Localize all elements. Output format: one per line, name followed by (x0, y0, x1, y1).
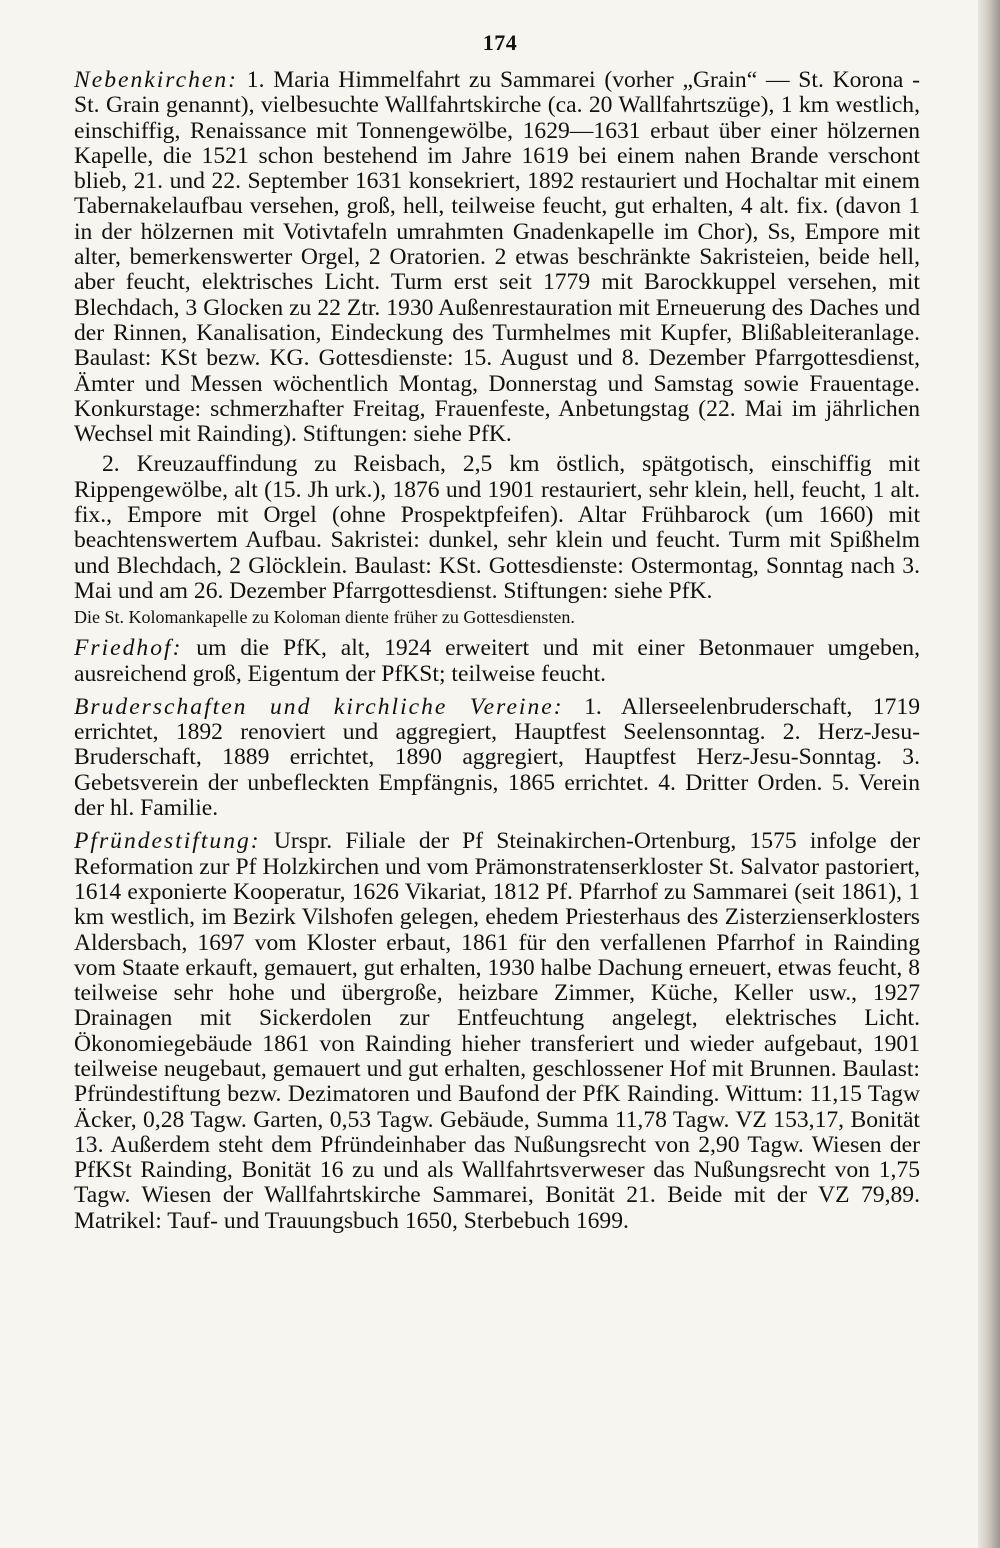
pfruendestiftung-heading: Pfründestiftung: (74, 828, 261, 855)
bruderschaften-heading: Bruderschaften und kirchliche Vereine: (74, 693, 564, 720)
friedhof-text: um die PfK, alt, 1924 erweitert und mit einer Betonmauer umgeben, ausreichend groß, Eigentum der PfKSt; teilweise feucht. (74, 635, 920, 687)
page-number: 174 (482, 30, 518, 55)
nebenkirchen-paragraph-1 (74, 68, 920, 447)
pfruendestiftung-text: Urspr. Filiale der Pf Steinakirchen-Ortenburg, 1575 infolge der Reformation zur Pf Holzkirchen und vom Prämonstratenserkloster St. Salvator pastoriert, 1614 exponierte Kooperatur, 1626 Vikariat, 1812 Pf. Pfarrhof zu Sammarei (seit 1861), 1 km westlich, im Bezirk Vilshofen gelegen, ehedem Priesterhaus des Zisterzienserklosters Aldersbach, 1697 vom Kloster erbaut, 1861 für den verfallenen Pfarrhof in Rainding vom Staate erkauft, gemauert, gut erhalten, 1930 halbe Dachung erneuert, etwas feucht, 8 teilweise sehr hohe und übergroße, heizbare Zimmer, Küche, Keller usw., 1927 Drainagen mit Sickerdolen zur Entfeuchtung angelegt, elektrisches Licht. Ökonomiegebäude 1861 von Rainding hieher transferiert und wieder aufgebaut, 1901 teilweise neugebaut, gemauert und gut erhalten, geschlossener Hof mit Brunnen. Baulast: Pfründestiftung bezw. Dezimatoren und Baufond der PfK Rainding. Wittum: 11,15 Tagw Äcker, 0,28 Tagw. Garten, 0,53 Tagw. Gebäude, Summa 11,78 Tagw. VZ 153,17, Bonität 13. Außerdem steht dem Pfründeinhaber das Nußungsrecht von 2,90 Tagw. Wiesen der PfKSt Rainding, Bonität 16 zu und als Wallfahrtsverweser das Nußungsrecht von 1,75 Tagw. Wiesen der Wallfahrtskirche Sammarei, Bonität 21. Beide mit der VZ 79,89. Matrikel: Tauf- und Trauungsbuch 1650, Sterbebuch 1699. (74, 828, 920, 1234)
bruderschaften-text: 1. Allerseelenbruderschaft, 1719 errichtet, 1892 renoviert und aggregiert, Hauptfest Seelensonntag. 2. Herz-Jesu-Bruderschaft, 1889 errichtet, 1890 aggregiert, Hauptfest Herz-Jesu-Sonntag. 3. Gebetsverein der unbefleckten Empfängnis, 1865 errichtet. 4. Dritter Orden. 5. Verein der hl. Familie. (74, 693, 920, 822)
nebenkirchen-item-1-text: 1. Maria Himmelfahrt zu Sammarei (vorher „Grain“ — St. Korona - St. Grain genannt), vielbesuchte Wallfahrtskirche (ca. 20 Wallfahrtszüge), 1 km westlich, einschiffig, Renaissance mit Tonnengewölbe, 1629—1631 erbaut über einer hölzernen Kapelle, die 1521 schon bestehend im Jahre 1619 bei einem nahen Brande verschont blieb, 21. und 22. September 1631 konsekriert, 1892 restauriert und Hochaltar mit einem Tabernakelaufbau versehen, groß, hell, teilweise feucht, gut erhalten, 4 alt. fix. (davon 1 in der hölzernen mit Votivtafeln umrahmten Gnadenkapelle im Chor), Ss, Empore mit alter, bemerkenswerter Orgel, 2 Oratorien. 2 etwas beschränkte Sakristeien, beide hell, aber feucht, elektrisches Licht. Turm erst seit 1779 mit Barockkuppel versehen, mit Blechdach, 3 Glocken zu 22 Ztr. 1930 Außenrestauration mit Erneuerung des Daches und der Rinnen, Kanalisation, Eindeckung des Turmhelmes mit Kupfer, Blißableiteranlage. Baulast: KSt bezw. KG. Gottesdienste: 15. August und 8. Dezember Pfarrgottesdienst, Ämter und Messen wöchentlich Montag, Donnerstag und Samstag sowie Frauentage. Konkurstage: schmerzhafter Freitag, Frauenfeste, Anbetungstag (22. Mai im jährlichen Wechsel mit Rainding). Stiftungen: siehe PfK. (74, 67, 920, 448)
page-edge-shadow (978, 0, 1000, 1548)
bruderschaften-paragraph (74, 695, 920, 821)
friedhof-paragraph (74, 636, 920, 687)
nebenkirchen-heading: Nebenkirchen: (74, 67, 239, 93)
friedhof-heading: Friedhof: (74, 635, 183, 662)
pfruendestiftung-paragraph (74, 829, 920, 1234)
page-body (74, 68, 920, 1234)
kolomankapelle-note: Die St. Kolomankapelle zu Koloman diente früher zu Gottesdiensten. (74, 607, 575, 628)
nebenkirchen-paragraph-2: 2. Kreuzauffindung zu Reisbach, 2,5 km östlich, spätgotisch, einschiffig mit Rippengewölbe, alt (15. Jh urk.), 1876 und 1901 restauriert, sehr klein, hell, feucht, 1 alt. fix., Empore mit Orgel (ohne Prospektpfeifen). Altar Frühbarock (um 1660) mit beachtenswertem Aufbau. Sakristei: dunkel, sehr klein und feucht. Turm mit Spißhelm und Blechdach, 2 Glöcklein. Baulast: KSt. Gottesdienste: Ostermontag, Sonntag nach 3. Mai und am 26. Dezember Pfarrgottesdienst. Stiftungen: siehe PfK. (74, 451, 920, 604)
